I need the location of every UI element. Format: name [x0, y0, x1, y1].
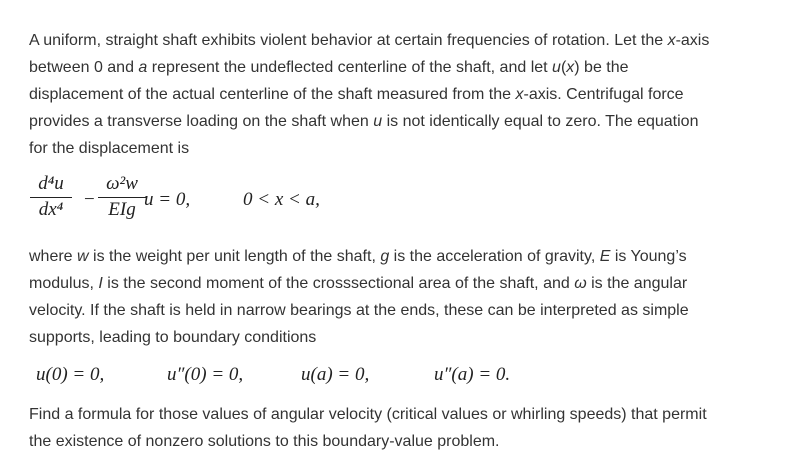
explanation-paragraph — [29, 243, 784, 351]
intro-line-3: displacement of the actual centerline of the shaft measured from the x-axis. Centrifugal force — [29, 86, 684, 103]
question-line-2: the existence of nonzero solutions to this boundary-value problem. — [29, 433, 500, 450]
fraction-denominator: EIg — [108, 199, 136, 220]
intro-line-2: between 0 and a represent the undeflected centerline of the shaft, and let u(x) be the — [29, 59, 629, 76]
fraction-numerator: d⁴u — [30, 173, 72, 198]
boundary-conditions — [36, 364, 556, 390]
fourth-derivative-fraction — [30, 173, 72, 221]
explanation-line-2: modulus, I is the second moment of the crosssectional area of the shaft, and ω is the angular — [29, 275, 688, 292]
explanation-line-1: where w is the weight per unit length of the shaft, g is the acceleration of gravity, E is Young’s — [29, 248, 687, 265]
intro-paragraph — [29, 27, 784, 162]
intro-line-5: for the displacement is — [29, 140, 190, 157]
equation-domain: 0 < x < a, — [243, 189, 320, 210]
intro-line-4: provides a transverse loading on the shaft when u is not identically equal to zero. The equation — [29, 113, 699, 130]
explanation-line-3: velocity. If the shaft is held in narrow bearings at the ends, these can be interpreted as simple — [29, 302, 689, 319]
equation-rhs: u = 0, — [144, 189, 191, 210]
fraction-numerator: ω²w — [98, 173, 146, 198]
intro-line-1: A uniform, straight shaft exhibits violent behavior at certain frequencies of rotation. Let the x-axis — [29, 32, 710, 49]
boundary-condition-3: u(a) = 0, — [301, 364, 370, 385]
minus-sign: − — [84, 189, 95, 210]
boundary-condition-4: u″(a) = 0. — [434, 364, 511, 385]
fraction-denominator: dx⁴ — [38, 199, 64, 220]
boundary-condition-1: u(0) = 0, — [36, 364, 105, 385]
differential-equation — [30, 173, 430, 231]
question-paragraph — [29, 401, 784, 455]
question-line-1: Find a formula for those values of angular velocity (critical values or whirling speeds) that permit — [29, 406, 707, 423]
coefficient-fraction — [98, 173, 146, 221]
boundary-condition-2: u″(0) = 0, — [167, 364, 244, 385]
explanation-line-4: supports, leading to boundary conditions — [29, 329, 317, 346]
